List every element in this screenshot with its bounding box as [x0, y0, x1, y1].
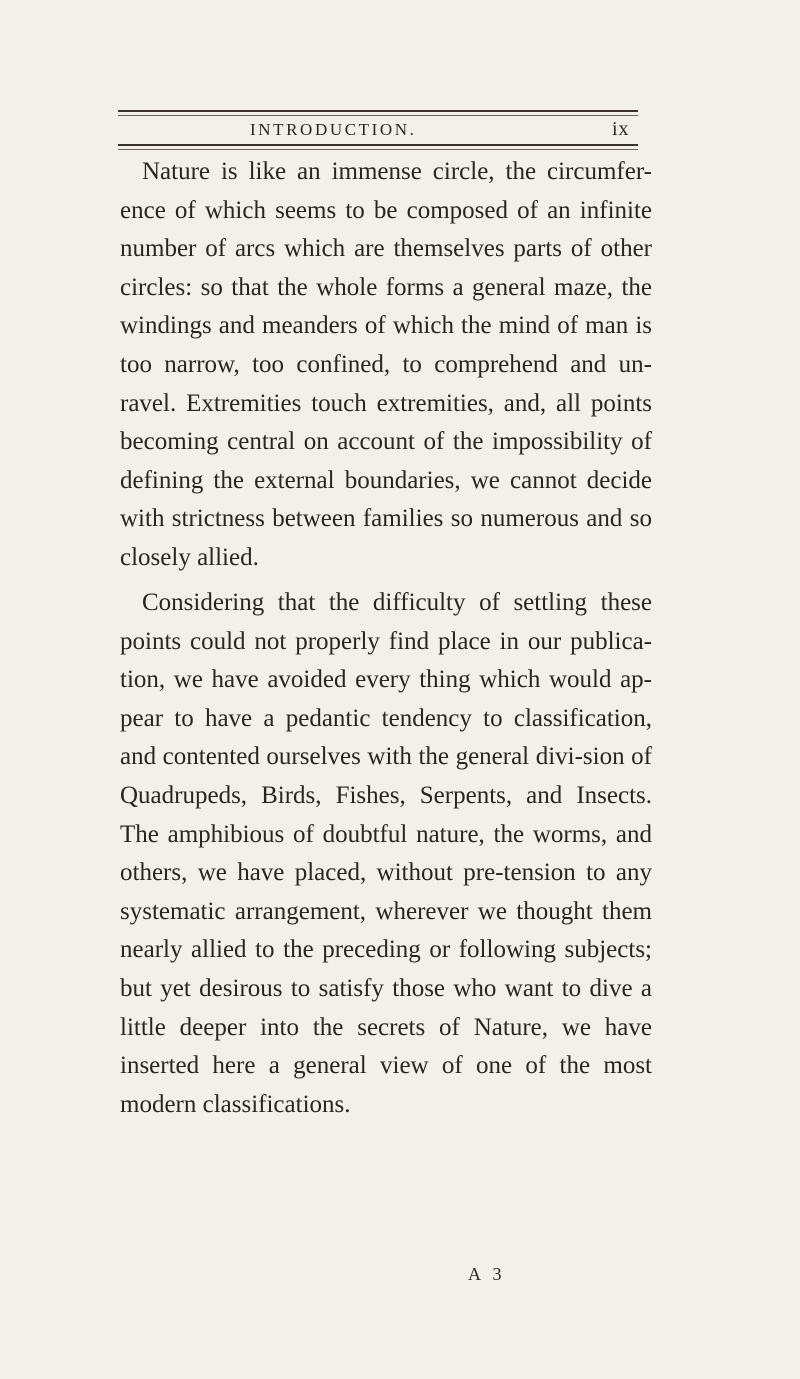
paragraph-2: [120, 584, 652, 1124]
header-rule-bottom: [118, 144, 638, 146]
paragraph-1-text: Nature is like an immense circle, the circumfer-ence of which seems to be composed of an infinite number of arcs which are themselves parts of other circles: so that the whole forms a general maze, the windings and meanders of which the mind of man is too narrow, too confined, to comprehend and un-ravel. Extremities touch extremities, and, all points becoming central on account of the impossibility of defining the external boundaries, we cannot decide with strictness between families so numerous and so closely allied.: [120, 158, 652, 571]
paragraph-1: [120, 153, 652, 578]
page-number: ix: [612, 118, 630, 140]
header-rule-top-thin: [118, 115, 638, 116]
header-rule-top: [118, 110, 638, 112]
signature-mark: A 3: [468, 1264, 506, 1284]
paragraph-2-text: Considering that the difficulty of settling these points could not properly find place in our publica-tion, we have avoided every thing which would ap-pear to have a pedantic tendency to classification, and contented ourselves with the general divi-sion of Quadrupeds, Birds, Fishes, Serpents, and Insects. The amphibious of doubtful nature, the worms, and others, we have placed, without pre-tension to any systematic arrangement, wherever we thought them nearly allied to the preceding or following subjects; but yet desirous to satisfy those who want to dive a little deeper into the secrets of Nature, we have inserted here a general view of one of the most modern classifications.: [120, 589, 652, 1118]
header-rule-bottom-thin: [118, 149, 638, 150]
running-head: INTRODUCTION.: [250, 120, 417, 139]
